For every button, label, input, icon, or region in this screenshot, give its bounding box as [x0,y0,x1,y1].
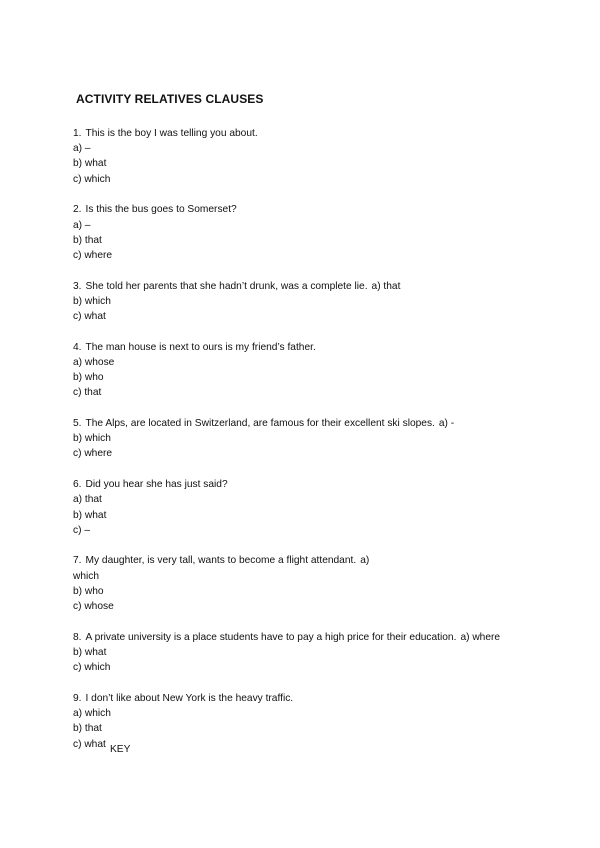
answer-option: b) that [73,234,102,246]
answer-option: b) which [73,433,111,445]
question-prompt [73,126,573,141]
answer-option: c) whose [73,601,114,613]
question-number: 3. [73,280,82,292]
answer-option: c) where [73,448,113,460]
question-number: 9. [73,692,82,704]
question-number: 6. [73,479,82,491]
question-9 [73,691,573,752]
answer-option: which [73,570,100,582]
question-2 [73,202,573,263]
answer-option: b) that [73,723,102,735]
question-text: A private university is a place students have to pay a high price for their education. [85,631,457,643]
question-5 [73,416,573,462]
answer-option: c) what [73,311,106,323]
question-text: My daughter, is very tall, wants to become a flight attendant. [85,555,357,567]
question-4 [73,340,573,401]
answer-option-inline: a) [360,555,370,567]
question-prompt [73,340,573,355]
question-7 [73,553,573,614]
question-text: I don’t like about New York is the heavy traffic. [85,692,294,704]
answer-option: a) – [73,143,91,155]
question-text: The Alps, are located in Switzerland, are famous for their excellent ski slopes. [85,418,435,430]
question-number: 7. [73,555,82,567]
answer-key-label: KEY [110,744,131,755]
answer-option: b) which [73,295,111,307]
question-8 [73,630,573,676]
answer-option: c) – [73,524,90,536]
question-number: 2. [73,204,82,216]
answer-option-inline: a) where [460,631,501,643]
answer-option: c) which [73,173,111,185]
answer-option: a) that [73,494,102,506]
question-text: The man house is next to ours is my friend’s father. [85,341,316,353]
question-prompt [73,553,573,568]
question-list [73,126,573,767]
question-number: 1. [73,128,82,139]
question-prompt [73,477,573,492]
question-number: 8. [73,631,82,643]
question-text: Is this the bus goes to Somerset? [85,204,237,216]
question-prompt [73,691,573,706]
answer-option: a) whose [73,356,115,368]
answer-option: b) who [73,585,104,597]
answer-option: c) where [73,249,113,261]
answer-option: a) – [73,219,91,231]
answer-option-inline: a) that [371,280,401,292]
answer-option: c) that [73,387,102,399]
question-text: Did you hear she has just said? [85,479,228,491]
question-3 [73,279,573,325]
answer-option: b) what [73,509,107,521]
question-text: She told her parents that she hadn’t drunk, was a complete lie. [85,280,368,292]
page-title: ACTIVITY RELATIVES CLAUSES [76,92,264,106]
question-prompt [73,630,573,645]
answer-option: b) what [73,158,107,170]
answer-option-inline: a) - [438,418,455,430]
question-prompt [73,279,573,294]
answer-option: c) which [73,662,111,674]
answer-option: c) what [73,738,106,750]
question-number: 4. [73,341,82,353]
question-prompt [73,416,573,431]
question-prompt [73,202,573,217]
answer-option: b) what [73,646,107,658]
answer-option: b) who [73,372,104,384]
question-1 [73,126,573,187]
answer-option: a) which [73,708,111,720]
question-6 [73,477,573,538]
question-text: This is the boy I was telling you about. [85,128,258,139]
question-number: 5. [73,418,82,430]
